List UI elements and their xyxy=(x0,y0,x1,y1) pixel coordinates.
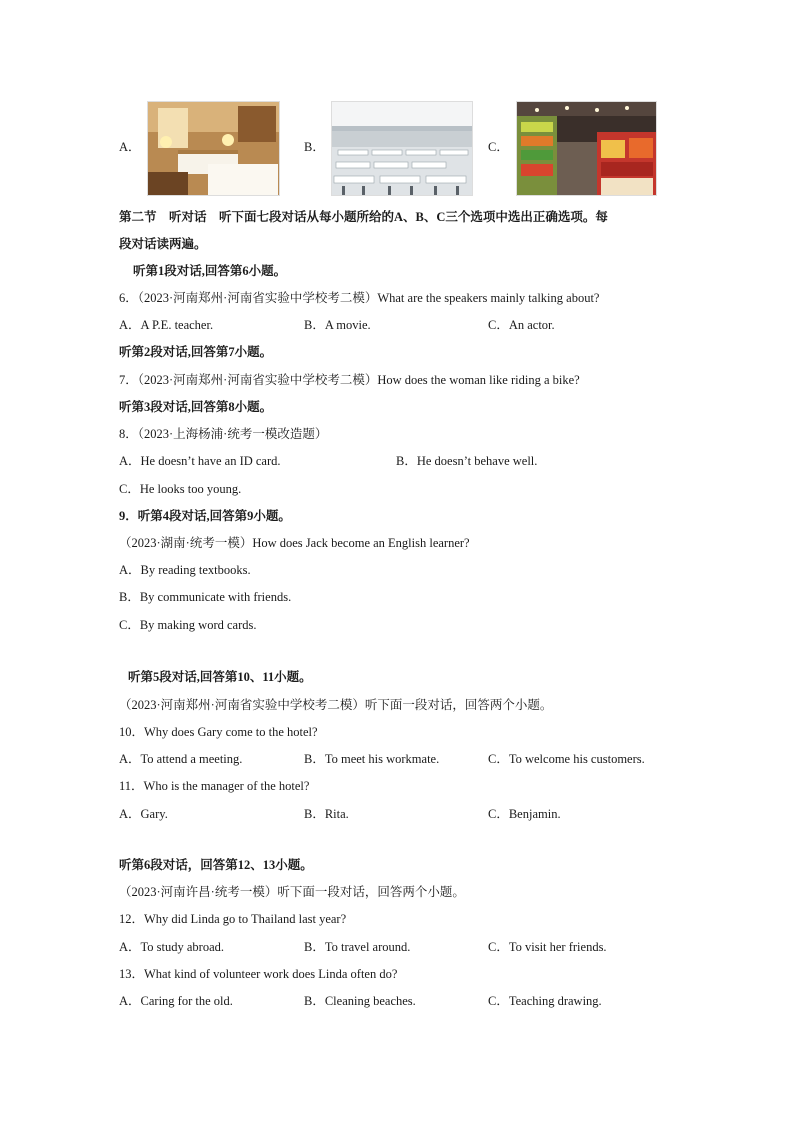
q8-option-a: A．He doesn’t have an ID card. xyxy=(119,454,281,468)
q11-option-a: A．Gary. xyxy=(119,807,168,821)
q8-option-b: B．He doesn’t behave well. xyxy=(396,454,538,468)
q12-option-a: A．To study abroad. xyxy=(119,940,225,954)
q13-option-b: B．Cleaning beaches. xyxy=(304,994,416,1008)
q10-11-intro: 听第5段对话,回答第10、11小题。 xyxy=(128,670,312,684)
section-heading-line2: 段对话读两遍。 xyxy=(119,237,207,251)
hotel-room-image xyxy=(147,101,280,196)
q9-intro: 9．听第4段对话,回答第9小题。 xyxy=(119,509,291,523)
q6-option-b: B．A movie. xyxy=(304,318,371,332)
q8-stem: 8．（2023·上海杨浦·统考一模改造题） xyxy=(119,427,328,441)
q13-stem: 13．What kind of volunteer work does Linda often do? xyxy=(119,967,398,981)
q9-option-a: A．By reading textbooks. xyxy=(119,563,251,577)
supermarket-image xyxy=(516,101,657,196)
q7-stem: 7．（2023·河南郑州·河南省实验中学校考二模）How does the woman like riding a bike? xyxy=(119,373,580,387)
section-heading-line1: 第二节 听对话 听下面七段对话从每小题所给的A、B、C三个选项中选出正确选项。每 xyxy=(119,210,608,224)
option-b-label: B． xyxy=(304,140,325,154)
q11-option-b: B．Rita. xyxy=(304,807,349,821)
q6-option-c: C．An actor. xyxy=(488,318,555,332)
q10-option-b: B．To meet his workmate. xyxy=(304,752,440,766)
q7-intro: 听第2段对话,回答第7小题。 xyxy=(119,345,273,359)
q12-13-intro: 听第6段对话，回答第12、13小题。 xyxy=(119,858,313,872)
q8-option-c: C．He looks too young. xyxy=(119,482,242,496)
q6-option-a: A．A P.E. teacher. xyxy=(119,318,214,332)
q10-option-c: C．To welcome his customers. xyxy=(488,752,645,766)
q12-13-source: （2023·河南许昌·统考一模）听下面一段对话，回答两个小题。 xyxy=(119,885,465,899)
q12-option-c: C．To visit her friends. xyxy=(488,940,607,954)
q12-stem: 12．Why did Linda go to Thailand last year? xyxy=(119,912,347,926)
q9-option-b: B．By communicate with friends. xyxy=(119,590,292,604)
q10-11-source: （2023·河南郑州·河南省实验中学校考二模）听下面一段对话，回答两个小题。 xyxy=(119,698,553,712)
q6-stem: 6．（2023·河南郑州·河南省实验中学校考二模）What are the speakers mainly talking about? xyxy=(119,291,600,305)
q13-option-c: C．Teaching drawing. xyxy=(488,994,602,1008)
q9-stem: （2023·湖南·统考一模）How does Jack become an English learner? xyxy=(119,536,470,550)
option-a-label: A． xyxy=(119,140,141,154)
q11-option-c: C．Benjamin. xyxy=(488,807,561,821)
q10-option-a: A．To attend a meeting. xyxy=(119,752,243,766)
q9-option-c: C．By making word cards. xyxy=(119,618,257,632)
q10-stem: 10．Why does Gary come to the hotel? xyxy=(119,725,318,739)
q12-option-b: B．To travel around. xyxy=(304,940,411,954)
option-c-label: C． xyxy=(488,140,509,154)
q13-option-a: A．Caring for the old. xyxy=(119,994,233,1008)
cafeteria-image xyxy=(331,101,473,196)
q8-intro: 听第3段对话,回答第8小题。 xyxy=(119,400,273,414)
q11-stem: 11．Who is the manager of the hotel? xyxy=(119,779,310,793)
q6-intro: 听第1段对话,回答第6小题。 xyxy=(133,264,287,278)
